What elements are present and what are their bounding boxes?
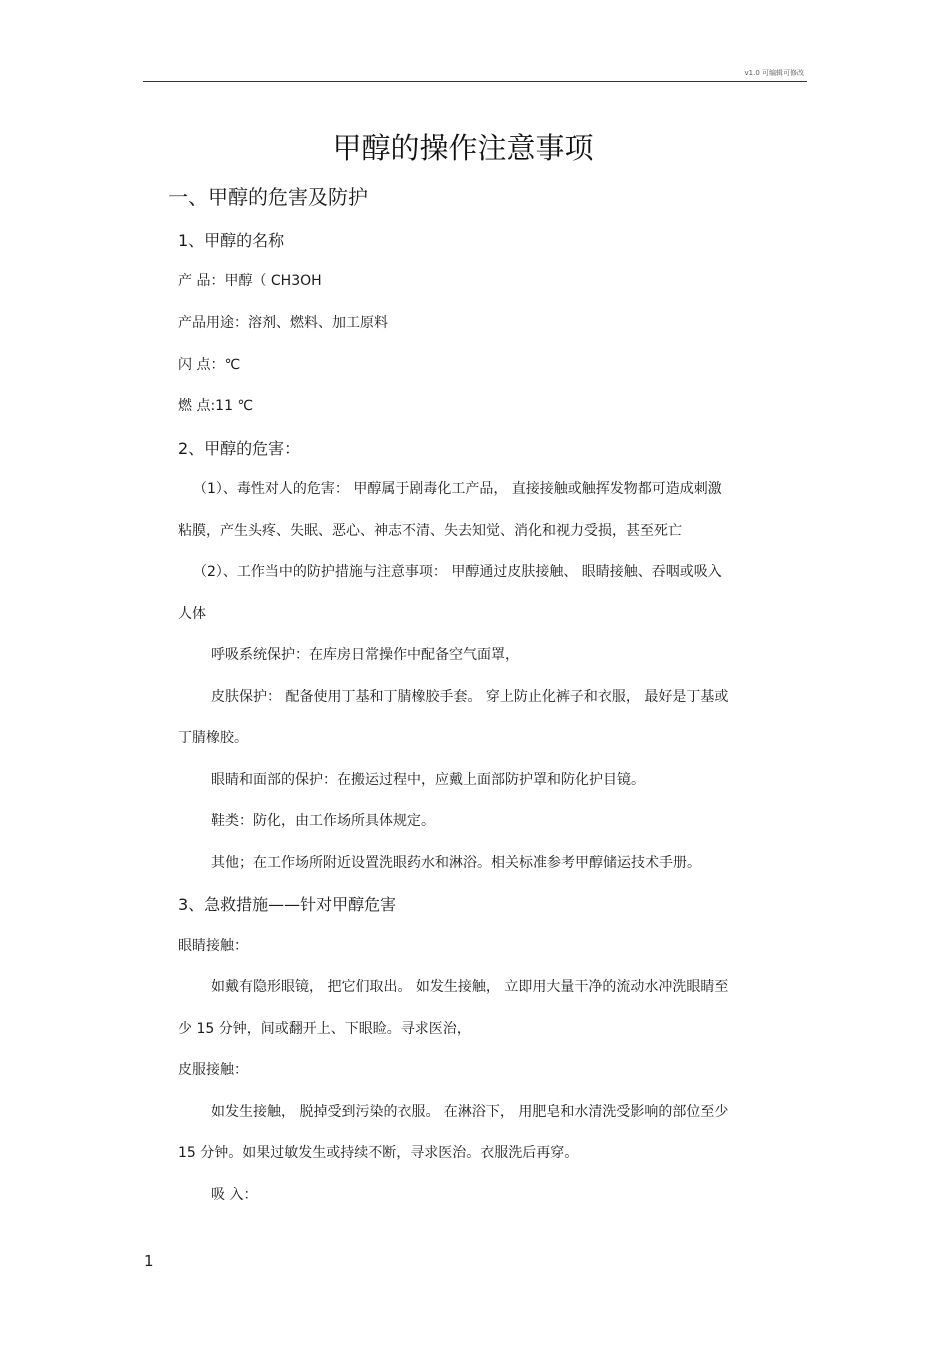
subsection-heading-name: 1、甲醇的名称 — [178, 231, 285, 250]
ignition-point-line: 燃 点:11 ℃ — [178, 398, 254, 414]
usage-line: 产品用途：溶剂、燃料、加工原料 — [178, 315, 388, 331]
eye-contact-line2: 少 15 分钟，间或翻开上、下眼睑。寻求医治， — [178, 1021, 471, 1037]
toxicity-para-line1: （1）、毒性对人的危害： 甲醇属于剧毒化工产品， 直接接触或触挥发物都可造成刺激 — [193, 481, 722, 497]
protection-para-line2: 人体 — [178, 606, 206, 622]
eye-face-protection: 眼睛和面部的保护：在搬运过程中，应戴上面部防护罩和防化护目镜。 — [211, 772, 645, 788]
subsection-heading-hazard: 2、甲醇的危害： — [178, 439, 301, 458]
product-line: 产 品：甲醇（ CH3OH — [178, 273, 322, 289]
eye-contact-line1: 如戴有隐形眼镜， 把它们取出。 如发生接触， 立即用大量干净的流动水冲洗眼睛至 — [211, 979, 729, 995]
eye-contact-label: 眼睛接触： — [178, 938, 248, 954]
inhalation-label: 吸 入： — [211, 1187, 258, 1203]
footwear-protection: 鞋类：防化，由工作场所具体规定。 — [211, 813, 435, 829]
header-version: v1.0 可编辑可修改 — [744, 69, 804, 77]
skin-contact-line1: 如发生接触， 脱掉受到污染的衣服。 在淋浴下， 用肥皂和水清洗受影响的部位至少 — [211, 1104, 729, 1120]
page-number: 1 — [144, 1252, 154, 1270]
skin-protection-line1: 皮肤保护： 配备使用丁基和丁腈橡胶手套。 穿上防止化裤子和衣服， 最好是丁基或 — [211, 689, 729, 705]
other-protection: 其他；在工作场所附近设置洗眼药水和淋浴。相关标准参考甲醇储运技术手册。 — [211, 855, 701, 871]
skin-contact-line2: 15 分钟。如果过敏发生或持续不断，寻求医治。衣服洗后再穿。 — [178, 1145, 579, 1161]
subsection-heading-first-aid: 3、急救措施——针对甲醇危害 — [178, 895, 397, 914]
skin-protection-line2: 丁腈橡胶。 — [178, 730, 248, 746]
section-heading-1: 一、甲醇的危害及防护 — [168, 185, 368, 209]
protection-para-line1: （2）、工作当中的防护措施与注意事项： 甲醇通过皮肤接触、 眼睛接触、吞咽或吸入 — [193, 564, 722, 580]
flash-point-line: 闪 点：℃ — [178, 357, 241, 373]
header-rule — [143, 81, 807, 82]
toxicity-para-line2: 粘膜，产生头疼、失眠、恶心、神志不清、失去知觉、消化和视力受损，甚至死亡 — [178, 523, 682, 539]
respiratory-protection: 呼吸系统保护：在库房日常操作中配备空气面罩， — [211, 647, 519, 663]
document-title: 甲醇的操作注意事项 — [332, 131, 594, 165]
skin-contact-label: 皮服接触： — [178, 1062, 248, 1078]
